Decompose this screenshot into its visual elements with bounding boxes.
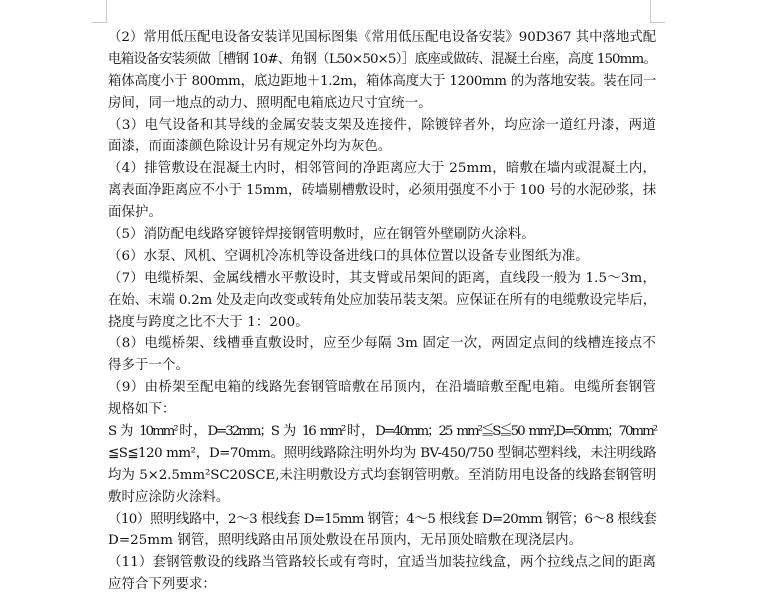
paragraph-6 xyxy=(108,246,656,268)
text-line: （10）照明线路中，2～3 根线套 D=15mm 钢管；4～5 根线套 D=20mm 钢管；6～8 根线套 xyxy=(108,511,656,527)
text-line: 房间，同一地点的动力、照明配电箱底边尺寸宜统一。 xyxy=(108,95,432,111)
paragraph-8 xyxy=(108,333,656,377)
document-body xyxy=(108,27,656,596)
text-line: 面漆，而面漆颜色除设计另有规定外均为灰色。 xyxy=(108,139,392,155)
text-line: 离表面净距离应不小于 15mm，砖墙剔槽敷设时，必须用强度不小于 100 号的水泥砂浆，抹 xyxy=(108,183,656,199)
text-line: 均为 5×2.5mm²SC20SCE,未注明敷设方式均套钢管明敷。至消防用电设备的线路套钢管明 xyxy=(108,467,656,483)
margin-corner-mark-right xyxy=(650,0,665,23)
text-line: （2）常用低压配电设备安装详见国标图集《常用低压配电设备安装》90D367 其中落地式配 xyxy=(108,30,656,45)
paragraph-10 xyxy=(108,509,656,553)
text-line: 箱体高度小于 800mm，底边距地＋1.2m，箱体高度大于 1200mm 的为落地安装。装在同一 xyxy=(108,73,656,89)
text-line: （8）电缆桥架、线槽垂直敷设时，应至少每隔 3m 固定一次，两固定点间的线槽连接点不 xyxy=(108,336,656,352)
paragraph-9 xyxy=(108,377,656,508)
text-line: ≦S≦120 mm²，D=70mm。照明线路除注明外均为 BV-450/750 型铜芯塑料线，未注明线路 xyxy=(108,445,656,461)
paragraph-4 xyxy=(108,158,656,224)
text-line: S 为 10mm²时，D=32mm；S 为 16 mm²时，D=40mm；25 mm²≦S≦50 mm²,D=50mm；70mm² xyxy=(108,424,656,440)
text-line: （7）电缆桥架、金属线槽水平敷设时，其支臂或吊架间的距离，直线段一般为 1.5～3m， xyxy=(108,270,656,286)
text-line: 敷时应涂防火涂料。 xyxy=(108,489,230,505)
text-line: （11）套钢管敷设的线路当管路较长或有弯时，宜适当加装拉线盒，两个拉线点之间的距离 xyxy=(108,555,656,571)
text-line: 电箱设备安装须做［槽钢 10#、角钢（L50×50×5）］底座或做砖、混凝土台座，高度 150mm。 xyxy=(108,51,656,67)
text-line: （6）水泵、风机、空调机冷冻机等设备进线口的具体位置以设备专业图纸为准。 xyxy=(108,248,589,264)
paragraph-7 xyxy=(108,268,656,334)
text-line: （5）消防配电线路穿镀锌焊接钢管明敷时，应在钢管外壁刷防火涂料。 xyxy=(108,227,535,243)
paragraph-3 xyxy=(108,115,656,159)
margin-corner-mark-left xyxy=(92,0,107,23)
paragraph-2 xyxy=(108,27,656,115)
paragraph-11 xyxy=(108,552,656,596)
text-line: （9）由桥架至配电箱的线路先套钢管暗敷在吊顶内，在沿墙暗敷至配电箱。电缆所套钢管 xyxy=(108,380,656,396)
text-line: 在始、末端 0.2m 处及走向改变或转角处应加装吊装支架。应保证在所有的电缆敷设完毕后， xyxy=(108,292,656,308)
text-line: 得多于一个。 xyxy=(108,358,189,374)
text-line: 应符合下列要求： xyxy=(108,577,216,593)
text-line: （4）排管敷设在混凝土内时，相邻管间的净距离应大于 25mm，暗敷在墙内或混凝土内， xyxy=(108,161,656,177)
text-line: 规格如下： xyxy=(108,402,176,418)
text-line: 挠度与跨度之比不大于 1：200。 xyxy=(108,314,309,330)
text-line: D=25mm 钢管，照明线路由吊顶处敷设在吊顶内，无吊顶处暗敷在现浇层内。 xyxy=(108,533,583,549)
text-line: （3）电气设备和其导线的金属安装支架及连接件，除镀锌者外，均应涂一道红丹漆，两道 xyxy=(108,117,656,133)
paragraph-5 xyxy=(108,224,656,246)
text-line: 面保护。 xyxy=(108,205,162,221)
